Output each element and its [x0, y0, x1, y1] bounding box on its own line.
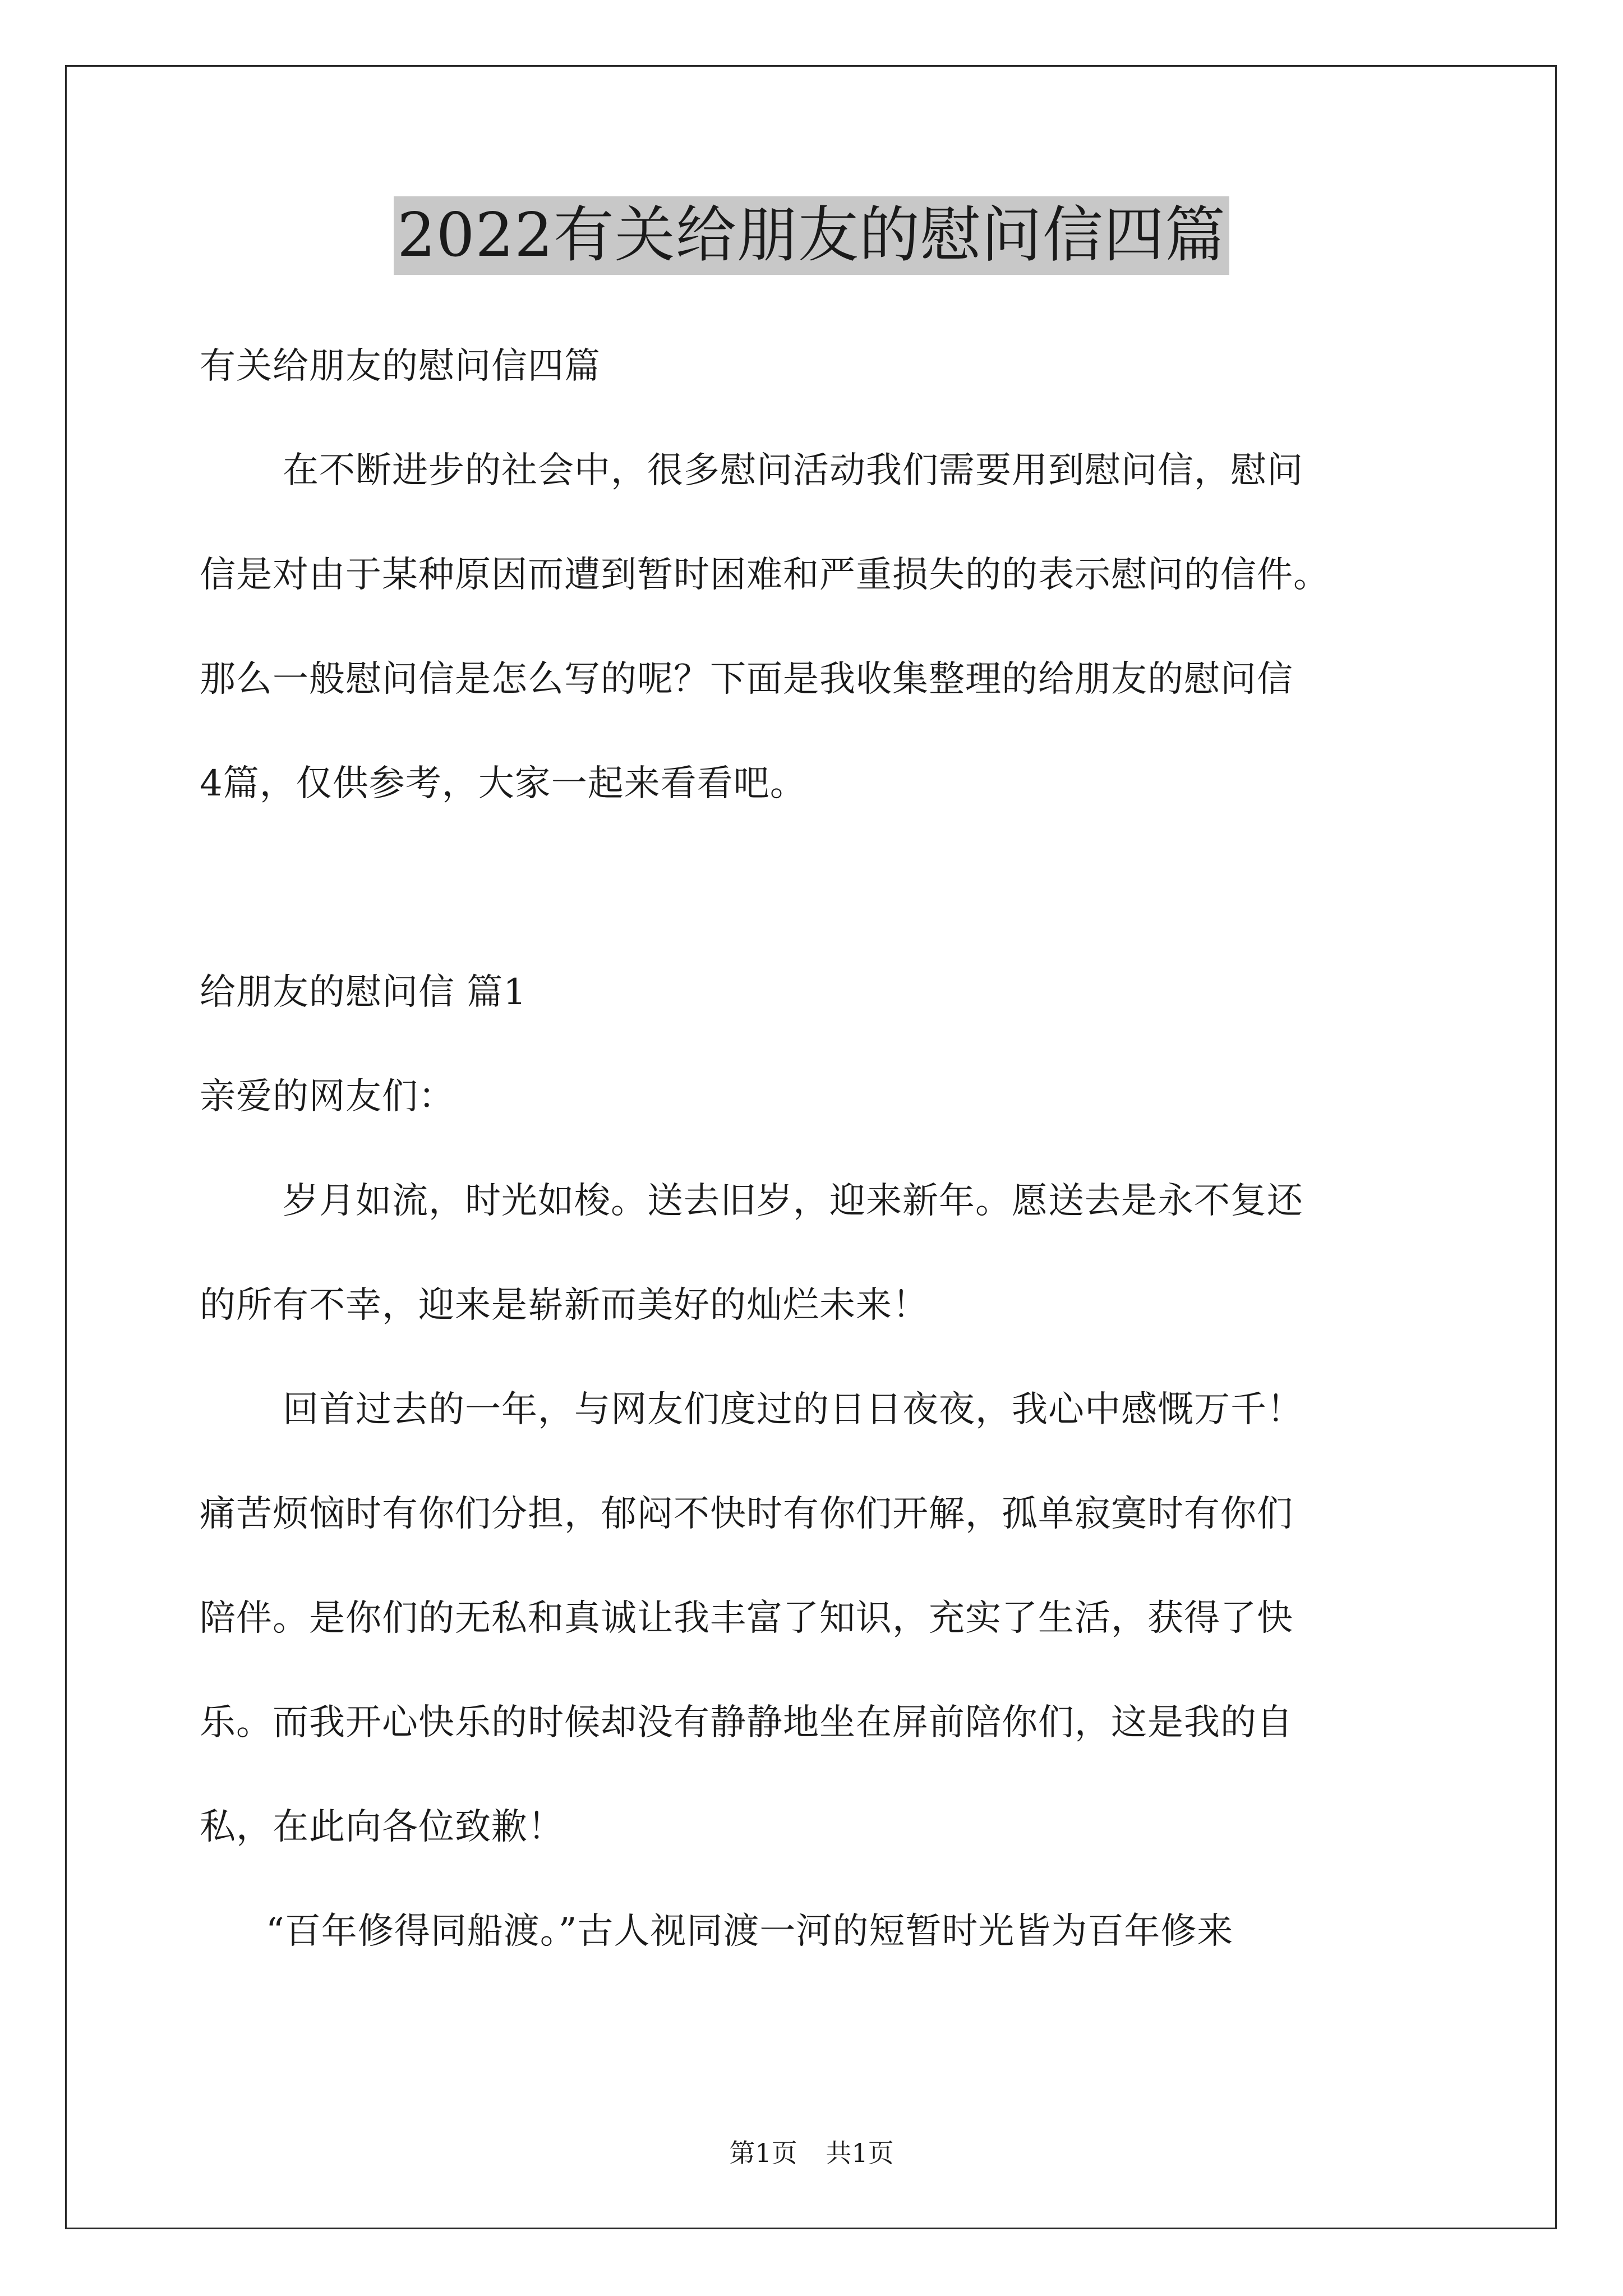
salutation: 亲爱的网友们： — [200, 1076, 455, 1117]
document-title: 2022有关给朋友的慰问信四篇 — [394, 196, 1229, 275]
paragraph-line: 的所有不幸，迎来是崭新而美好的灿烂未来！ — [200, 1285, 929, 1326]
document-body — [200, 314, 1433, 1984]
paragraph-line: 岁月如流，时光如梭。送去旧岁，迎来新年。愿送去是永不复还 — [283, 1180, 1303, 1222]
paragraph-line: “百年修得同船渡。”古人视同渡一河的短暂时光皆为百年修来 — [266, 1911, 1234, 1952]
title-container — [0, 196, 1623, 275]
paragraph-line: 痛苦烦恼时有你们分担，郁闷不快时有你们开解，孤单寂寞时有你们 — [200, 1493, 1293, 1535]
section-heading: 给朋友的慰问信 篇1 — [200, 972, 527, 1013]
paragraph-line: 私，在此向各位致歉！ — [200, 1806, 564, 1848]
paragraph-line: 乐。而我开心快乐的时候却没有静静地坐在屏前陪你们，这是我的自 — [200, 1702, 1293, 1743]
paragraph-line: 信是对由于某种原因而遭到暂时困难和严重损失的的表示慰问的信件。 — [200, 554, 1330, 596]
page-total: 共1页 — [826, 2138, 894, 2168]
page-number: 第1页 — [729, 2138, 797, 2168]
page-footer — [0, 2133, 1623, 2170]
subtitle: 有关给朋友的慰问信四篇 — [200, 346, 601, 387]
paragraph-line: 那么一般慰问信是怎么写的呢？下面是我收集整理的给朋友的慰问信 — [200, 659, 1293, 700]
paragraph-line: 陪伴。是你们的无私和真诚让我丰富了知识，充实了生活，获得了快 — [200, 1598, 1293, 1639]
blank-line — [200, 836, 1433, 940]
paragraph-line: 在不断进步的社会中，很多慰问活动我们需要用到慰问信，慰问 — [283, 450, 1303, 491]
paragraph-line: 4篇，仅供参考，大家一起来看看吧。 — [200, 763, 806, 804]
paragraph-line: 回首过去的一年，与网友们度过的日日夜夜，我心中感慨万千！ — [283, 1389, 1303, 1430]
